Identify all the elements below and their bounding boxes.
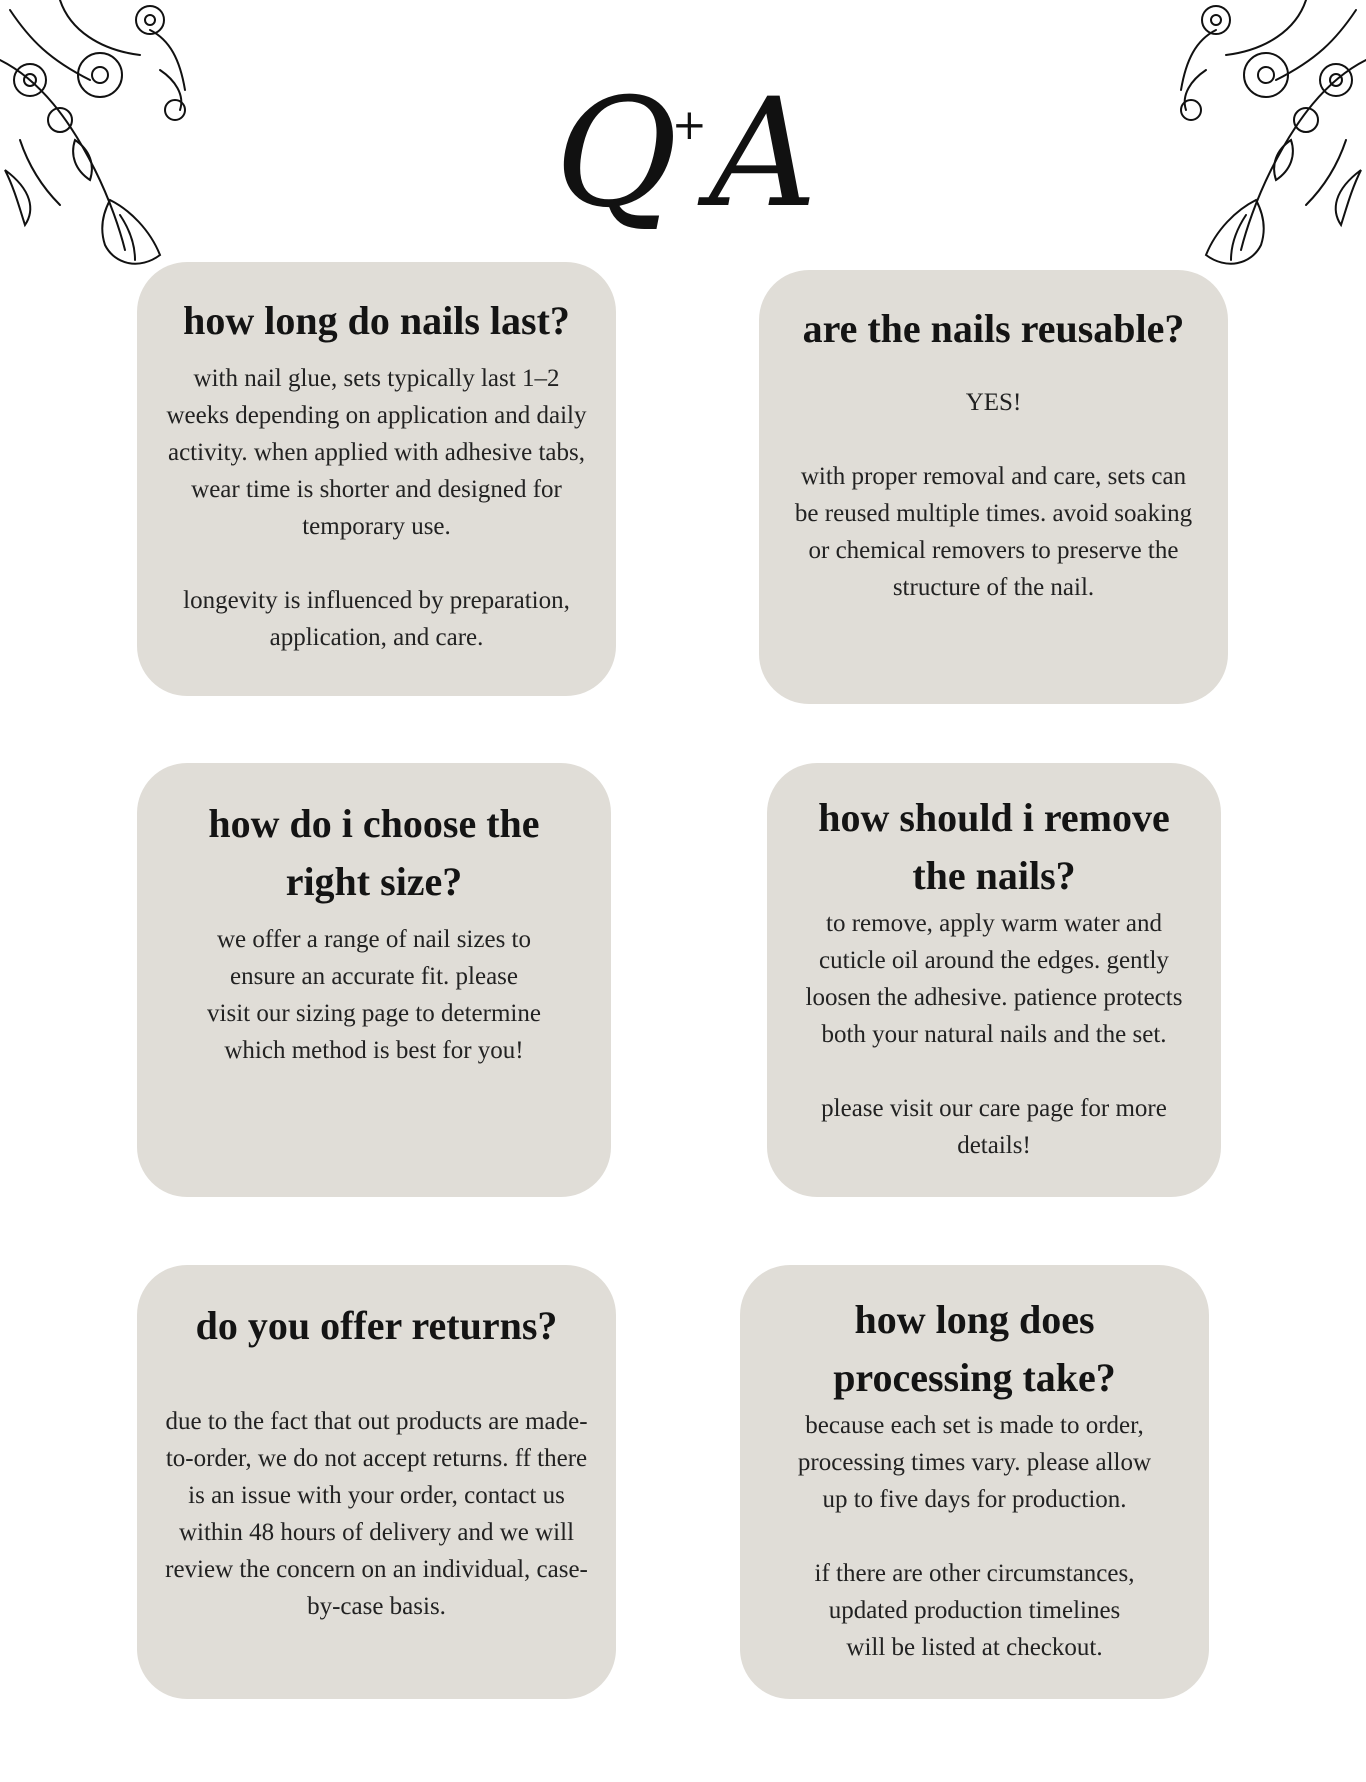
faq-answer: we offer a range of nail sizes to ensure an accurate fit. please visit our sizing page to determine which method is best for you!: [207, 926, 541, 1064]
faq-question: how long does processing take?: [833, 1297, 1116, 1400]
faq-answer: to remove, apply warm water and cuticle oil around the edges. gently loosen the adhesive. patience protects both your natural nails and the set.: [805, 910, 1183, 1048]
floral-corner-left: [0, 0, 190, 290]
faq-question: how long do nails last?: [183, 298, 570, 343]
faq-card-nail-longevity: [137, 262, 616, 696]
faq-answer: because each set is made to order, processing times vary. please allow up to five days for production.: [797, 1412, 1152, 1513]
title-a: A: [708, 67, 812, 241]
faq-answer: please visit our care page for more details!: [821, 1095, 1167, 1159]
faq-answer: if there are other circumstances, updated production timelines will be listed at checkout.: [814, 1560, 1135, 1661]
faq-question: do you offer returns?: [195, 1303, 558, 1348]
faq-question: how should i remove the nails?: [818, 795, 1170, 898]
page-title: [433, 40, 933, 241]
faq-card-removal: [767, 763, 1221, 1197]
faq-question: are the nails reusable?: [802, 306, 1185, 351]
faq-answer: YES!: [965, 389, 1022, 416]
faq-answer: with nail glue, sets typically last 1–2 weeks depending on application and daily activity. when applied with adhesive tabs, wear time is shorter and designed for temporary use.: [166, 365, 587, 540]
faq-answer: with proper removal and care, sets can be reused multiple times. avoid soaking or chemical removers to preserve the structure of the nail.: [794, 463, 1193, 601]
faq-answer: longevity is influenced by preparation, application, and care.: [183, 587, 570, 651]
faq-answer: due to the fact that out products are made-to-order, we do not accept returns. ff there is an issue with your order, contact us within 48 hours of delivery and we will review the concern on an individual, case-by-case basis.: [165, 1408, 588, 1620]
title-q: Q: [554, 67, 672, 241]
faq-card-processing: [740, 1265, 1209, 1699]
faq-card-reusable: [759, 270, 1228, 704]
faq-card-sizing: [137, 763, 611, 1197]
faq-question: how do i choose the right size?: [208, 801, 540, 904]
faq-card-returns: [137, 1265, 616, 1699]
title-plus: +: [671, 100, 707, 149]
floral-corner-right: [1176, 0, 1366, 290]
